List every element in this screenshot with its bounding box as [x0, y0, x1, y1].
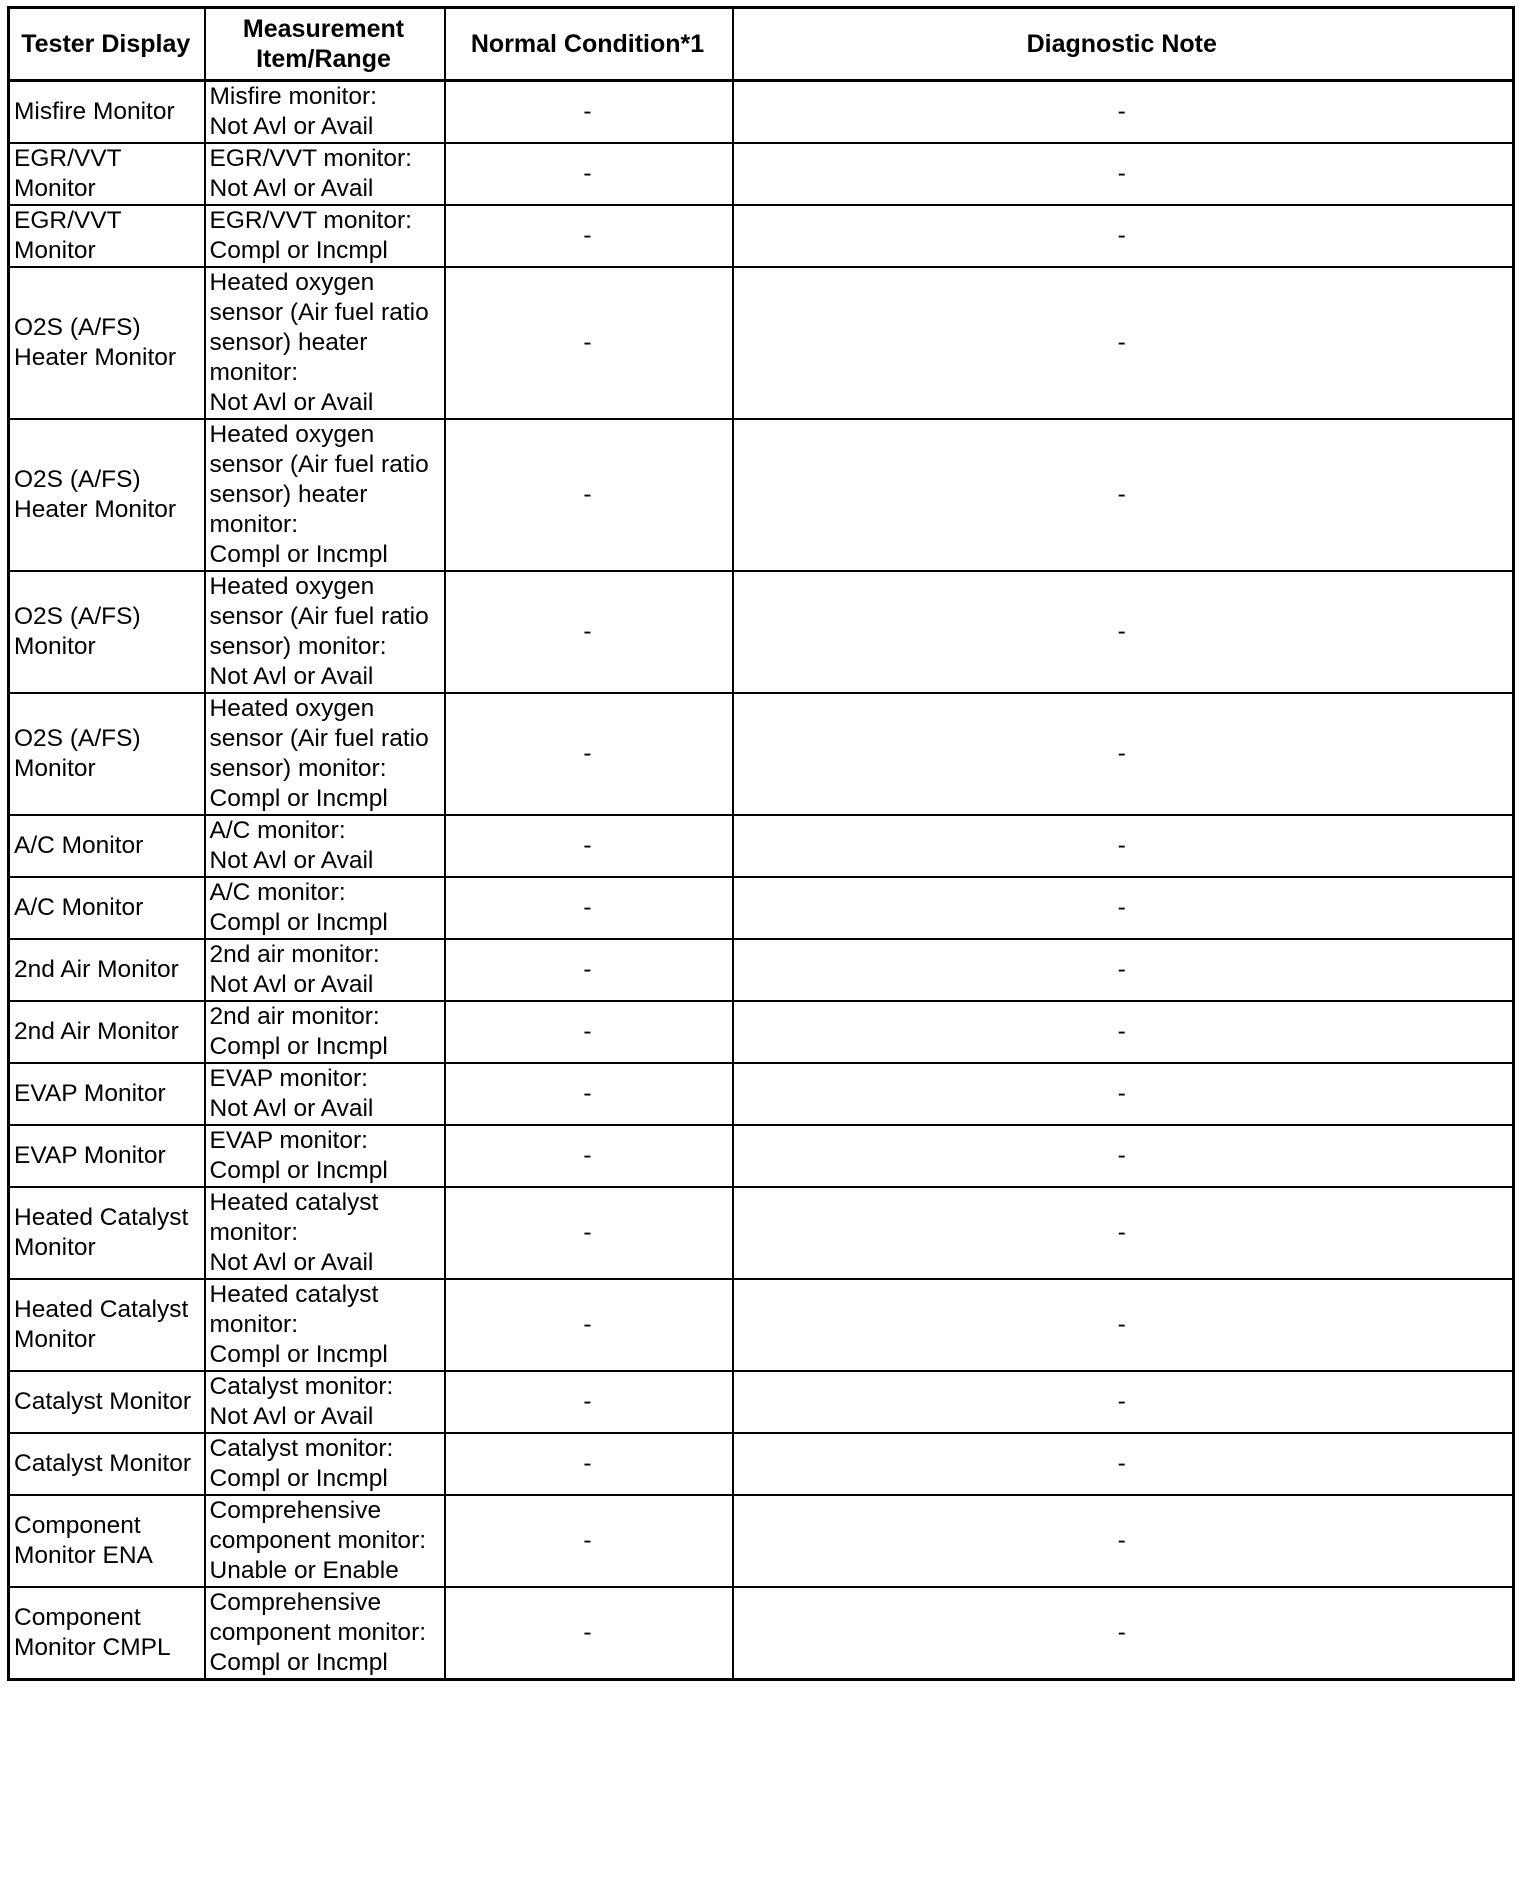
header-label: Diagnostic Note: [1026, 30, 1217, 58]
cell-normal-condition: [445, 81, 733, 144]
cell-tester-display: [9, 143, 205, 205]
data-table: [7, 6, 1515, 1681]
tester-display-text: Heated Catalyst Monitor: [14, 1296, 189, 1353]
diagnostic-note-text: -: [1117, 1080, 1126, 1107]
table-row: [9, 1587, 1514, 1680]
tester-display-text: Component Monitor ENA: [14, 1512, 153, 1569]
normal-condition-text: -: [583, 481, 592, 508]
header-tester-display: [9, 8, 205, 81]
measurement-item-text: Catalyst monitor: Not Avl or Avail: [209, 1373, 394, 1430]
cell-normal-condition: [445, 419, 733, 571]
tester-display-text: 2nd Air Monitor: [14, 956, 179, 983]
cell-measurement-item: [205, 1587, 445, 1680]
measurement-item-text: Heated oxygen sensor (Air fuel ratio sensor) monitor: Not Avl or Avail: [209, 573, 429, 690]
table-row: [9, 1371, 1514, 1433]
table-row: [9, 877, 1514, 939]
diagnostic-note-text: -: [1117, 956, 1126, 983]
cell-normal-condition: [445, 1587, 733, 1680]
cell-tester-display: [9, 81, 205, 144]
tester-display-text: O2S (A/FS) Monitor: [14, 603, 141, 660]
cell-tester-display: [9, 1433, 205, 1495]
cell-diagnostic-note: [733, 877, 1514, 939]
cell-normal-condition: [445, 815, 733, 877]
normal-condition-text: -: [583, 1619, 592, 1646]
cell-tester-display: [9, 1187, 205, 1279]
cell-measurement-item: [205, 815, 445, 877]
diagnostic-note-text: -: [1117, 832, 1126, 859]
measurement-item-text: 2nd air monitor: Compl or Incmpl: [209, 1003, 388, 1060]
diagnostic-note-text: -: [1117, 1311, 1126, 1338]
normal-condition-text: -: [583, 1527, 592, 1554]
cell-diagnostic-note: [733, 419, 1514, 571]
cell-diagnostic-note: [733, 205, 1514, 267]
cell-measurement-item: [205, 571, 445, 693]
table-row: [9, 205, 1514, 267]
diagnostic-note-text: -: [1117, 1219, 1126, 1246]
cell-normal-condition: [445, 205, 733, 267]
cell-diagnostic-note: [733, 815, 1514, 877]
tester-display-text: EVAP Monitor: [14, 1142, 166, 1169]
cell-measurement-item: [205, 143, 445, 205]
table-row: [9, 815, 1514, 877]
diagnostic-note-text: -: [1117, 1527, 1126, 1554]
cell-measurement-item: [205, 693, 445, 815]
measurement-item-text: Heated oxygen sensor (Air fuel ratio sensor) heater monitor: Compl or Incmpl: [209, 421, 429, 568]
cell-normal-condition: [445, 267, 733, 419]
cell-measurement-item: [205, 1279, 445, 1371]
cell-diagnostic-note: [733, 267, 1514, 419]
table-header: [9, 8, 1514, 81]
normal-condition-text: -: [583, 894, 592, 921]
cell-normal-condition: [445, 571, 733, 693]
diagnostic-note-text: -: [1117, 618, 1126, 645]
cell-tester-display: [9, 1279, 205, 1371]
measurement-item-text: Catalyst monitor: Compl or Incmpl: [209, 1435, 394, 1492]
cell-normal-condition: [445, 1125, 733, 1187]
diagnostic-note-text: -: [1117, 894, 1126, 921]
cell-normal-condition: [445, 1495, 733, 1587]
cell-measurement-item: [205, 267, 445, 419]
diagnostic-note-text: -: [1117, 1018, 1126, 1045]
measurement-item-text: Misfire monitor: Not Avl or Avail: [209, 83, 377, 140]
tester-display-text: EGR/VVT Monitor: [14, 145, 122, 202]
tester-display-text: O2S (A/FS) Heater Monitor: [14, 466, 177, 523]
normal-condition-text: -: [583, 832, 592, 859]
cell-tester-display: [9, 815, 205, 877]
cell-measurement-item: [205, 205, 445, 267]
measurement-item-text: Heated oxygen sensor (Air fuel ratio sensor) heater monitor: Not Avl or Avail: [209, 269, 429, 416]
diagnostic-note-text: -: [1117, 1142, 1126, 1169]
measurement-item-text: Heated catalyst monitor: Compl or Incmpl: [209, 1281, 388, 1368]
cell-normal-condition: [445, 1371, 733, 1433]
normal-condition-text: -: [583, 1080, 592, 1107]
cell-measurement-item: [205, 877, 445, 939]
cell-diagnostic-note: [733, 1279, 1514, 1371]
normal-condition-text: -: [583, 740, 592, 767]
cell-normal-condition: [445, 1001, 733, 1063]
cell-normal-condition: [445, 877, 733, 939]
header-label: Tester Display: [21, 30, 191, 58]
cell-tester-display: [9, 1125, 205, 1187]
measurement-item-text: Heated catalyst monitor: Not Avl or Avail: [209, 1189, 379, 1276]
table-row: [9, 571, 1514, 693]
normal-condition-text: -: [583, 1018, 592, 1045]
cell-measurement-item: [205, 1433, 445, 1495]
measurement-item-text: A/C monitor: Compl or Incmpl: [209, 879, 388, 936]
diagnostic-note-text: -: [1117, 1619, 1126, 1646]
measurement-item-text: Comprehensive component monitor: Unable or Enable: [209, 1497, 427, 1584]
cell-tester-display: [9, 419, 205, 571]
cell-measurement-item: [205, 1001, 445, 1063]
table-row: [9, 939, 1514, 1001]
tester-display-text: Heated Catalyst Monitor: [14, 1204, 189, 1261]
tester-display-text: Catalyst Monitor: [14, 1450, 192, 1477]
table-row: [9, 143, 1514, 205]
cell-diagnostic-note: [733, 81, 1514, 144]
diagnostic-note-text: -: [1117, 329, 1126, 356]
normal-condition-text: -: [583, 1388, 592, 1415]
diagnostic-note-text: -: [1117, 740, 1126, 767]
normal-condition-text: -: [583, 1311, 592, 1338]
tester-display-text: EVAP Monitor: [14, 1080, 166, 1107]
table-row: [9, 1187, 1514, 1279]
measurement-item-text: 2nd air monitor: Not Avl or Avail: [209, 941, 380, 998]
cell-diagnostic-note: [733, 1587, 1514, 1680]
table-row: [9, 1279, 1514, 1371]
table-row: [9, 1495, 1514, 1587]
cell-tester-display: [9, 939, 205, 1001]
cell-measurement-item: [205, 81, 445, 144]
cell-normal-condition: [445, 939, 733, 1001]
tester-display-text: EGR/VVT Monitor: [14, 207, 122, 264]
normal-condition-text: -: [583, 329, 592, 356]
diagnostic-note-text: -: [1117, 1388, 1126, 1415]
cell-diagnostic-note: [733, 1187, 1514, 1279]
tester-display-text: Catalyst Monitor: [14, 1388, 192, 1415]
normal-condition-text: -: [583, 160, 592, 187]
cell-measurement-item: [205, 1125, 445, 1187]
cell-measurement-item: [205, 1371, 445, 1433]
header-row: [9, 8, 1514, 81]
tester-display-text: Misfire Monitor: [14, 98, 175, 125]
cell-diagnostic-note: [733, 939, 1514, 1001]
diagnostic-note-text: -: [1117, 98, 1126, 125]
normal-condition-text: -: [583, 1219, 592, 1246]
header-diagnostic-note: [733, 8, 1514, 81]
measurement-item-text: EVAP monitor: Compl or Incmpl: [209, 1127, 388, 1184]
tester-display-text: Component Monitor CMPL: [14, 1604, 171, 1661]
cell-tester-display: [9, 205, 205, 267]
table-row: [9, 1433, 1514, 1495]
table-row: [9, 1001, 1514, 1063]
measurement-item-text: EVAP monitor: Not Avl or Avail: [209, 1065, 374, 1122]
measurement-item-text: Heated oxygen sensor (Air fuel ratio sensor) monitor: Compl or Incmpl: [209, 695, 429, 812]
cell-tester-display: [9, 1587, 205, 1680]
cell-diagnostic-note: [733, 1063, 1514, 1125]
cell-diagnostic-note: [733, 1371, 1514, 1433]
diagnostic-note-text: -: [1117, 160, 1126, 187]
tester-display-text: A/C Monitor: [14, 894, 144, 921]
measurement-item-text: Comprehensive component monitor: Compl or Incmpl: [209, 1589, 427, 1676]
tester-display-text: A/C Monitor: [14, 832, 144, 859]
cell-measurement-item: [205, 419, 445, 571]
cell-normal-condition: [445, 1433, 733, 1495]
cell-measurement-item: [205, 1187, 445, 1279]
table-row: [9, 1063, 1514, 1125]
table-row: [9, 1125, 1514, 1187]
cell-diagnostic-note: [733, 143, 1514, 205]
cell-diagnostic-note: [733, 693, 1514, 815]
cell-normal-condition: [445, 1187, 733, 1279]
table-row: [9, 81, 1514, 144]
header-normal-condition: [445, 8, 733, 81]
cell-diagnostic-note: [733, 571, 1514, 693]
table-row: [9, 267, 1514, 419]
cell-tester-display: [9, 1495, 205, 1587]
normal-condition-text: -: [583, 956, 592, 983]
cell-tester-display: [9, 877, 205, 939]
header-label: Normal Condition*1: [470, 30, 705, 58]
measurement-item-text: EGR/VVT monitor: Not Avl or Avail: [209, 145, 412, 202]
normal-condition-text: -: [583, 1142, 592, 1169]
cell-measurement-item: [205, 1495, 445, 1587]
cell-diagnostic-note: [733, 1125, 1514, 1187]
table-row: [9, 419, 1514, 571]
tester-display-text: O2S (A/FS) Heater Monitor: [14, 314, 177, 371]
measurement-item-text: EGR/VVT monitor: Compl or Incmpl: [209, 207, 412, 264]
normal-condition-text: -: [583, 222, 592, 249]
cell-normal-condition: [445, 693, 733, 815]
normal-condition-text: -: [583, 1450, 592, 1477]
diagnostic-note-text: -: [1117, 222, 1126, 249]
cell-tester-display: [9, 1371, 205, 1433]
cell-diagnostic-note: [733, 1495, 1514, 1587]
diagnostic-note-text: -: [1117, 1450, 1126, 1477]
cell-diagnostic-note: [733, 1001, 1514, 1063]
normal-condition-text: -: [583, 98, 592, 125]
cell-normal-condition: [445, 143, 733, 205]
table-body: [9, 81, 1514, 1680]
tester-display-text: O2S (A/FS) Monitor: [14, 725, 141, 782]
cell-tester-display: [9, 1063, 205, 1125]
normal-condition-text: -: [583, 618, 592, 645]
header-label: Measurement Item/Range: [242, 15, 405, 73]
measurement-item-text: A/C monitor: Not Avl or Avail: [209, 817, 374, 874]
cell-measurement-item: [205, 1063, 445, 1125]
cell-diagnostic-note: [733, 1433, 1514, 1495]
header-measurement-item: [205, 8, 445, 81]
tester-display-text: 2nd Air Monitor: [14, 1018, 179, 1045]
cell-normal-condition: [445, 1279, 733, 1371]
cell-measurement-item: [205, 939, 445, 1001]
cell-tester-display: [9, 571, 205, 693]
cell-tester-display: [9, 1001, 205, 1063]
cell-normal-condition: [445, 1063, 733, 1125]
diagnostic-note-text: -: [1117, 481, 1126, 508]
cell-tester-display: [9, 267, 205, 419]
cell-tester-display: [9, 693, 205, 815]
table-row: [9, 693, 1514, 815]
